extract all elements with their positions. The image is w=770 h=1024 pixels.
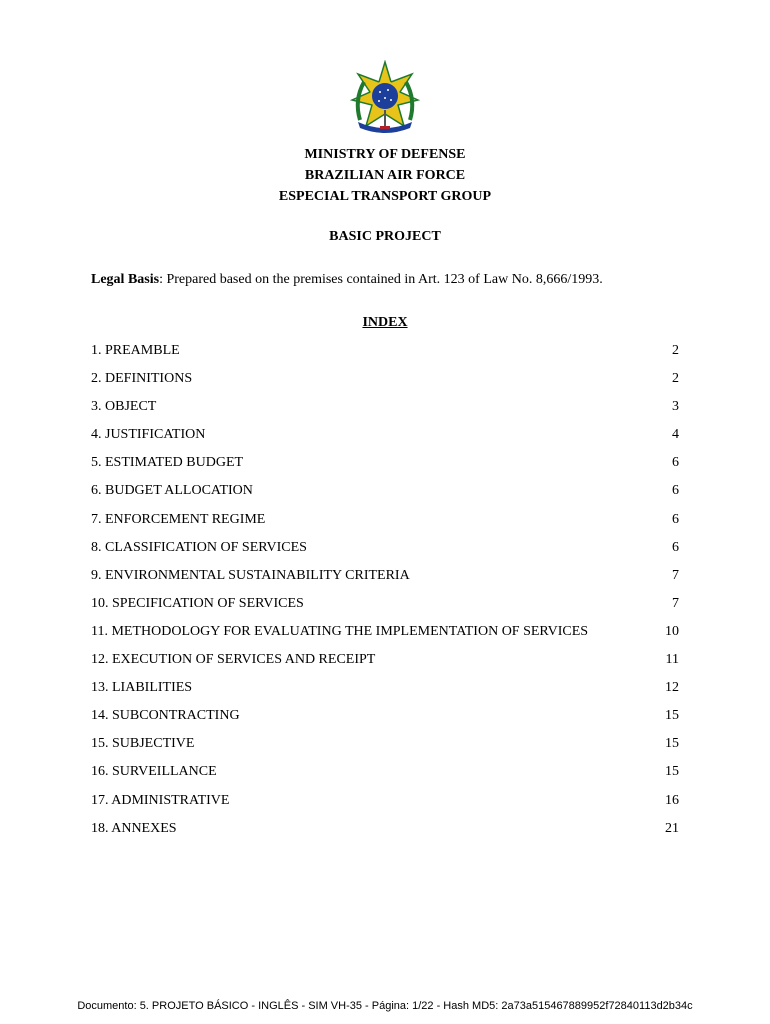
index-entry-label: 8. CLASSIFICATION OF SERVICES xyxy=(91,539,307,555)
index-entry-label: 18. ANNEXES xyxy=(91,820,177,836)
index-list xyxy=(91,340,679,846)
index-entry[interactable] xyxy=(91,621,679,649)
index-entry[interactable] xyxy=(91,790,679,818)
index-entry-label: 12. EXECUTION OF SERVICES AND RECEIPT xyxy=(91,652,376,668)
index-entry[interactable] xyxy=(91,368,679,396)
index-entry[interactable] xyxy=(91,480,679,508)
index-entry-label: 6. BUDGET ALLOCATION xyxy=(91,483,253,499)
index-entry-page: 2 xyxy=(672,371,679,387)
index-entry-page: 12 xyxy=(665,680,679,696)
index-entry-page: 4 xyxy=(672,427,679,443)
brazil-coat-of-arms-icon xyxy=(350,60,420,136)
index-entry-label: 9. ENVIRONMENTAL SUSTAINABILITY CRITERIA xyxy=(91,567,410,583)
index-entry[interactable] xyxy=(91,424,679,452)
index-entry[interactable] xyxy=(91,733,679,761)
index-entry[interactable] xyxy=(91,509,679,537)
index-entry-label: 10. SPECIFICATION OF SERVICES xyxy=(91,595,304,611)
index-entry-label: 5. ESTIMATED BUDGET xyxy=(91,455,244,471)
ministry-name: MINISTRY OF DEFENSE xyxy=(304,147,466,162)
index-entry-page: 6 xyxy=(672,511,679,527)
index-entry-page: 15 xyxy=(665,764,679,780)
index-title: INDEX xyxy=(362,315,408,330)
index-entry-label: 11. METHODOLOGY FOR EVALUATING THE IMPLEMENTATION OF SERVICES xyxy=(91,623,589,639)
legal-basis-text: : Prepared based on the premises contained in Art. 123 of Law No. 8,666/1993. xyxy=(159,272,603,287)
index-entry-page: 21 xyxy=(665,820,679,836)
index-entry[interactable] xyxy=(91,340,679,368)
index-entry[interactable] xyxy=(91,593,679,621)
index-entry-label: 3. OBJECT xyxy=(91,399,157,415)
index-entry-page: 7 xyxy=(672,595,679,611)
document-footer: Documento: 5. PROJETO BÁSICO - INGLÊS - SIM VH-35 - Página: 1/22 - Hash MD5: 2a73a515467889952f72840113d2b34c xyxy=(77,1000,693,1012)
index-entry-label: 7. ENFORCEMENT REGIME xyxy=(91,511,266,527)
index-entry[interactable] xyxy=(91,537,679,565)
index-entry[interactable] xyxy=(91,705,679,733)
index-entry-label: 4. JUSTIFICATION xyxy=(91,427,206,443)
index-entry-label: 14. SUBCONTRACTING xyxy=(91,708,240,724)
legal-basis-label: Legal Basis xyxy=(91,272,160,287)
index-entry-label: 13. LIABILITIES xyxy=(91,680,193,696)
index-entry-page: 6 xyxy=(672,455,679,471)
index-entry-page: 15 xyxy=(665,736,679,752)
index-entry-page: 11 xyxy=(665,652,679,668)
index-entry-label: 16. SURVEILLANCE xyxy=(91,764,217,780)
index-entry-label: 17. ADMINISTRATIVE xyxy=(91,792,230,808)
index-entry[interactable] xyxy=(91,452,679,480)
index-entry-page: 6 xyxy=(672,483,679,499)
index-entry[interactable] xyxy=(91,565,679,593)
organization-header xyxy=(0,144,770,207)
transport-group-name: ESPECIAL TRANSPORT GROUP xyxy=(278,189,492,204)
index-entry[interactable] xyxy=(91,761,679,789)
index-entry-page: 6 xyxy=(672,539,679,555)
index-entry[interactable] xyxy=(91,649,679,677)
index-entry-label: 15. SUBJECTIVE xyxy=(91,736,195,752)
index-entry-page: 2 xyxy=(672,343,679,358)
index-entry-page: 15 xyxy=(665,708,679,724)
index-entry[interactable] xyxy=(91,396,679,424)
air-force-name: BRAZILIAN AIR FORCE xyxy=(304,168,466,183)
index-entry-page: 10 xyxy=(665,623,679,639)
index-entry-page: 7 xyxy=(672,567,679,583)
index-entry-label: 2. DEFINITIONS xyxy=(91,371,193,387)
index-entry-page: 3 xyxy=(672,399,679,415)
index-entry-label: 1. PREAMBLE xyxy=(91,343,180,358)
document-title: BASIC PROJECT xyxy=(329,229,441,244)
index-entry[interactable] xyxy=(91,677,679,705)
legal-basis xyxy=(91,272,711,288)
index-entry-page: 16 xyxy=(665,792,679,808)
index-entry[interactable] xyxy=(91,818,679,846)
